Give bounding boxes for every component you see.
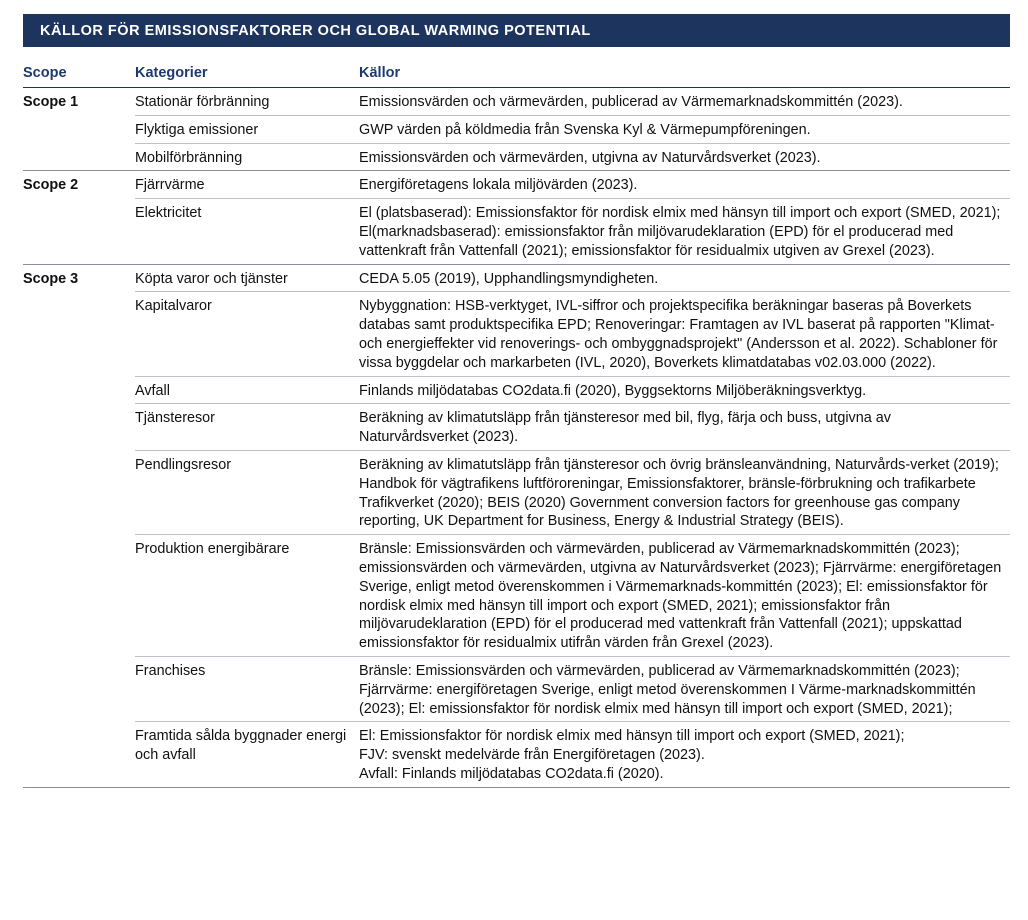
source-cell: Emissionsvärden och värmevärden, utgivna av Naturvårdsverket (2023). bbox=[359, 143, 1010, 171]
section-title-banner bbox=[23, 14, 1010, 47]
scope-label bbox=[23, 535, 135, 657]
table-row bbox=[23, 199, 1010, 264]
scope-label bbox=[23, 376, 135, 404]
table-header-row bbox=[23, 61, 1010, 88]
scope-label bbox=[23, 404, 135, 451]
table-row bbox=[23, 264, 1010, 292]
source-cell: GWP värden på köldmedia från Svenska Kyl & Värmepumpföreningen. bbox=[359, 115, 1010, 143]
scope-label bbox=[23, 656, 135, 721]
scope-label bbox=[23, 199, 135, 264]
source-line: Avfall: Finlands miljödatabas CO2data.fi (2020). bbox=[359, 765, 664, 782]
scope-label bbox=[23, 450, 135, 534]
category-cell: Köpta varor och tjänster bbox=[135, 264, 359, 292]
source-cell bbox=[359, 722, 1010, 787]
source-cell: Emissionsvärden och värmevärden, publicerad av Värmemarknadskommittén (2023). bbox=[359, 88, 1010, 116]
table-row bbox=[23, 535, 1010, 657]
table-row bbox=[23, 376, 1010, 404]
source-cell: Finlands miljödatabas CO2data.fi (2020), Byggsektorns Miljöberäkningsverktyg. bbox=[359, 376, 1010, 404]
table-row bbox=[23, 88, 1010, 116]
category-cell: Elektricitet bbox=[135, 199, 359, 264]
source-cell: CEDA 5.05 (2019), Upphandlingsmyndigheten. bbox=[359, 264, 1010, 292]
table-row bbox=[23, 171, 1010, 199]
header-source: Källor bbox=[359, 61, 1010, 88]
scope-label bbox=[23, 115, 135, 143]
category-cell: Franchises bbox=[135, 656, 359, 721]
category-cell: Stationär förbränning bbox=[135, 88, 359, 116]
table-row bbox=[23, 292, 1010, 376]
source-line: El: Emissionsfaktor för nordisk elmix med hänsyn till import och export (SMED, 2021); bbox=[359, 728, 905, 745]
category-cell: Flyktiga emissioner bbox=[135, 115, 359, 143]
header-category: Kategorier bbox=[135, 61, 359, 88]
category-cell: Mobilförbränning bbox=[135, 143, 359, 171]
source-cell: Beräkning av klimatutsläpp från tjänsteresor med bil, flyg, färja och buss, utgivna av Naturvårdsverket (2023). bbox=[359, 404, 1010, 451]
category-cell: Produktion energibärare bbox=[135, 535, 359, 657]
source-line: FJV: svenskt medelvärde från Energiföretagen (2023). bbox=[359, 747, 705, 764]
category-cell: Tjänsteresor bbox=[135, 404, 359, 451]
source-cell: Nybyggnation: HSB-verktyget, IVL-siffror och projektspecifika beräkningar baseras på Boverkets databas samt produktspecifika EPD; Renoveringar: Framtagen av IVL baserat på rapporten "Klimat- och energieffekter vid renoverings- och ombyggnadsprojekt" (Andersson et al. 2022). Schabloner för vissa byggdelar och markarbeten (IVL, 2020), Boverkets klimatdatabas v02.03.000 (2022). bbox=[359, 292, 1010, 376]
scope-label: Scope 2 bbox=[23, 177, 79, 194]
scope-label bbox=[23, 722, 135, 787]
scope-label bbox=[23, 292, 135, 376]
table-row bbox=[23, 115, 1010, 143]
source-cell: Bränsle: Emissionsvärden och värmevärden, publicerad av Värmemarknadskommittén (2023); Fjärrvärme: energiföretagen Sverige, enligt metod överenskommen I Värme-marknadskommittén (2023); El: emissionsfaktor för nordisk elmix med hänsyn till import och export (SMED, 2021); bbox=[359, 656, 1010, 721]
category-cell: Framtida sålda byggnader energi och avfall bbox=[135, 722, 359, 787]
source-cell: Beräkning av klimatutsläpp från tjänsteresor och övrig bränsleanvändning, Naturvårds-verket (2019); Handbok för vägtrafikens luftföroreningar, Emissionsfaktorer, bränsle-förbrukning och trafikarbete Trafikverket (2020); BEIS (2020) Government conversion factors for greenhouse gas company reporting, UK Department for Business, Energy & Industrial Strategy (BEIS). bbox=[359, 450, 1010, 534]
category-cell: Avfall bbox=[135, 376, 359, 404]
source-cell: El (platsbaserad): Emissionsfaktor för nordisk elmix med hänsyn till import och export (SMED, 2021); El(marknadsbaserad): emissionsfaktor från miljövarudeklaration (EPD) för el producerad med vattenkraft från Vattenfall (2021); emissionsfaktor för residualmix utgiven av Grexel (2023). bbox=[359, 199, 1010, 264]
scope-label: Scope 1 bbox=[23, 94, 79, 110]
category-cell: Kapitalvaror bbox=[135, 292, 359, 376]
table-row bbox=[23, 656, 1010, 721]
table-row bbox=[23, 404, 1010, 451]
section-title: KÄLLOR FÖR EMISSIONSFAKTORER OCH GLOBAL WARMING POTENTIAL bbox=[40, 23, 591, 39]
table-row bbox=[23, 450, 1010, 534]
scope-label bbox=[23, 143, 135, 171]
table-row bbox=[23, 722, 1010, 787]
category-cell: Fjärrvärme bbox=[135, 171, 359, 199]
source-cell: Energiföretagens lokala miljövärden (2023). bbox=[359, 171, 1010, 199]
category-cell: Pendlingsresor bbox=[135, 450, 359, 534]
emission-sources-table bbox=[23, 61, 1010, 788]
source-cell: Bränsle: Emissionsvärden och värmevärden, publicerad av Värmemarknadskommittén (2023); emissionsvärden och värmevärden, utgivna av Naturvårdsverket (2023); Fjärrvärme: energiföretagen Sverige, enligt metod överenskommen i Värmemarknads-kommittén (2023); El: emissionsfaktor för nordisk elmix med hänsyn till import och export (SMED, 2021); emissionsfaktor från miljövarudeklaration (EPD) för el producerad med vattenkraft från Vattenfall (2021); uppskattad emissionsfaktor för residualmix utifrån värden från Grexel (2023). bbox=[359, 535, 1010, 657]
scope-label: Scope 3 bbox=[23, 270, 79, 287]
table-row bbox=[23, 143, 1010, 171]
header-scope: Scope bbox=[23, 61, 135, 88]
